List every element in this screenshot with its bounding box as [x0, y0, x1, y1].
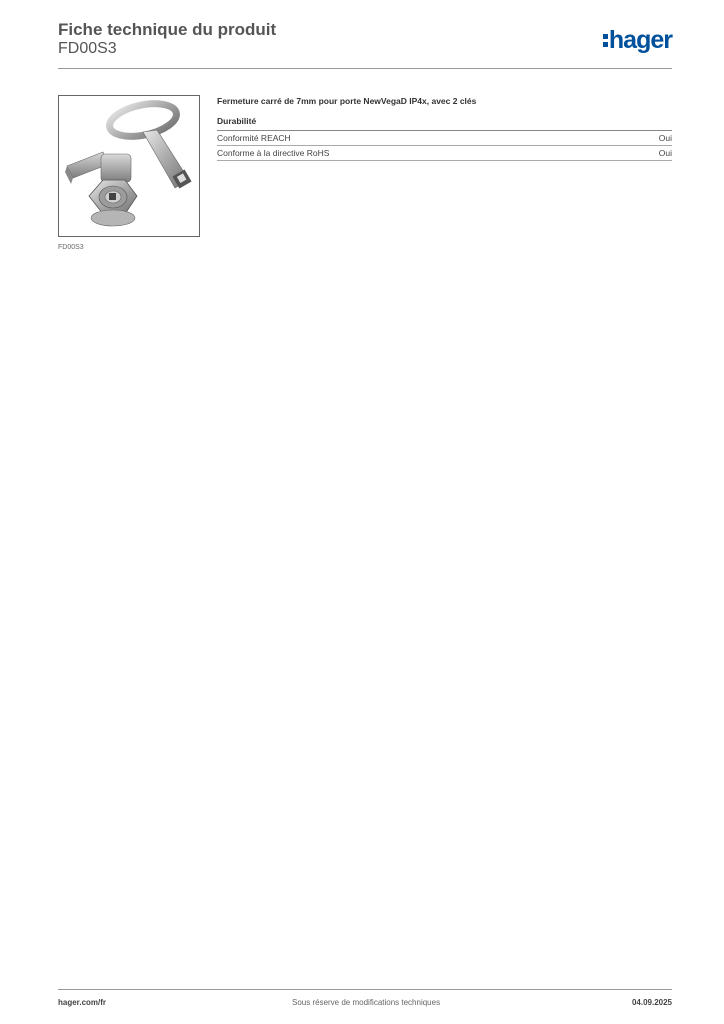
logo-colon-mark	[603, 34, 608, 48]
product-image	[58, 95, 200, 237]
page-header	[58, 20, 672, 68]
logo-wordmark: hager	[608, 26, 672, 54]
footer-divider	[58, 989, 672, 990]
lock-and-key-illustration	[59, 96, 199, 236]
spec-value: Oui	[658, 148, 672, 158]
hager-logo	[603, 26, 672, 55]
page-title: Fiche technique du produit	[58, 20, 277, 39]
footer-date: 04.09.2025	[631, 998, 672, 1007]
spec-row-rohs	[217, 146, 672, 161]
image-caption: FD00S3	[58, 244, 84, 251]
spec-content	[217, 96, 672, 161]
spec-value: Oui	[658, 133, 672, 143]
spec-label: Conforme à la directive RoHS	[217, 148, 330, 158]
footer-website-link[interactable]: hager.com/fr	[58, 998, 107, 1007]
spec-row-reach	[217, 131, 672, 146]
product-reference: FD00S3	[58, 40, 117, 57]
product-description: Fermeture carré de 7mm pour porte NewVegaD IP4x, avec 2 clés	[217, 96, 477, 106]
section-durabilite	[217, 116, 672, 161]
section-title: Durabilité	[217, 116, 672, 131]
spec-label: Conformité REACH	[217, 133, 291, 143]
header-divider	[58, 68, 672, 69]
footer-notice: Sous réserve de modifications techniques	[292, 998, 441, 1007]
